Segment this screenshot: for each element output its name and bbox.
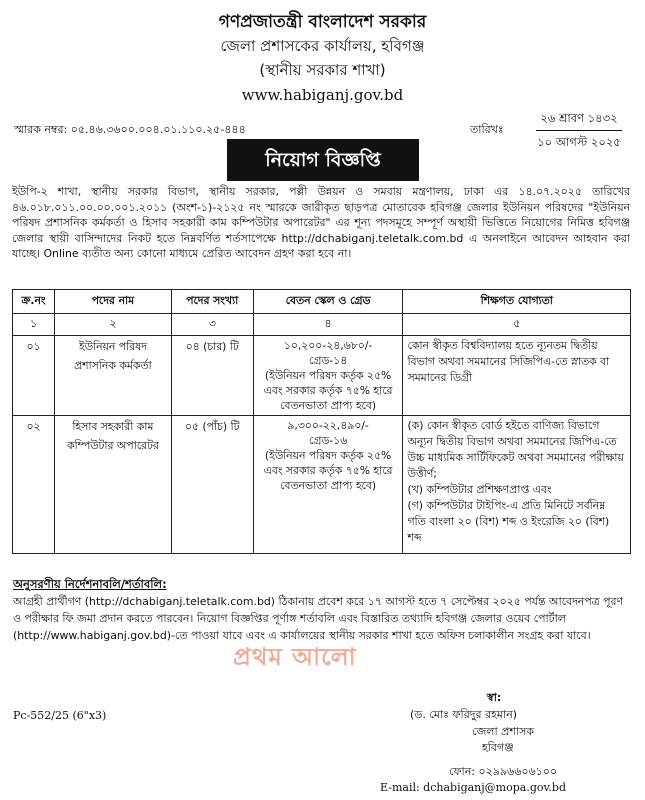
signature-mark: স্বা:: [487, 691, 502, 704]
post-count: ০৪ (চার) টি: [171, 336, 253, 416]
col-number: ৫: [403, 314, 631, 336]
watermark-text: প্রথম আলো: [233, 643, 357, 671]
col-number: ১: [13, 314, 55, 336]
table-header-row: [13, 290, 631, 314]
col-header: ক্র.নং: [13, 290, 55, 314]
govt-title: গণপ্রজাতন্ত্রী বাংলাদেশ সরকার: [218, 12, 427, 32]
col-header: বেতন স্কেল ও গ্রেড: [253, 290, 403, 314]
pay-scale: ৯,৩০০-২২,৪৯০/-: [287, 419, 369, 432]
branch-name: (স্থানীয় সরকার শাখা): [259, 61, 386, 79]
instructions-body: আগ্রহী প্রার্থীগণ (http://dchabiganj.teletalk.com.bd) ঠিকানায় প্রবেশ করে ১৭ আগস্ট হতে ৭ সেপ্টেম্বর ২০২৫ পর্যন্ত আবেদনপত্র পূরণ ও পরীক্ষার ফি জমা প্রদান করতে পারবেন। নিয়োগ বিজ্ঞপ্তির পূর্ণাঙ্গ শর্তাবলি এবং বিস্তারিত তথ্যাদি হবিগঞ্জ জেলার ওয়েব পোর্টাল (http://www.habiganj.gov.bd)-তে পাওয়া যাবে এবং এ কার্যালয়ের স্থানীয় সরকার শাখা হতে অফিস চলাকালীন সংগ্রহ করা যাবে।: [13, 595, 624, 642]
table-row: [13, 416, 631, 554]
grade: গ্রেড-১৪: [308, 354, 348, 367]
qualification-item: (খ) কম্পিউটার প্রশিক্ষণপ্রাপ্ত এবং: [407, 483, 552, 496]
posts-table: [12, 289, 631, 554]
col-header: পদের নাম: [54, 290, 171, 314]
post-name: হিসাব সহকারী কাম কম্পিউটার অপারেটর: [54, 416, 171, 554]
signatory-district: হবিগঞ্জ: [482, 741, 514, 754]
instructions-heading: অনুসরণীয় নির্দেশনাবলি/শর্তাবলি:: [13, 577, 167, 591]
intro-paragraph: ইউপি-২ শাখা, স্থানীয় সরকার বিভাগ, স্থানীয় সরকার, পল্লী উন্নয়ন ও সমবায় মন্ত্রণালয়, ঢাকা এর ১৪.০৭.২০২৫ তারিখের ৪৬.০১৮.০১১.০০.০০.০০১.২০১১ (অংশ-১)-২১২৫ নং স্মারকে জারীকৃত ছাড়পত্র মোতাবেক হবিগঞ্জ জেলার ইউনিয়ন পরিষদের "ইউনিয়ন পরিষদ প্রশাসনিক কর্মকর্তা ও হিসাব সহকারী কাম কম্পিউটার অপারেটর" এর শূন্য পদসমূহে সম্পূর্ণ অস্থায়ী ভিত্তিতে নিয়োগের নিমিত্ত হবিগঞ্জ জেলার স্থায়ী বাসিন্দাদের নিকট হতে নিম্নবর্ণিত শর্তসাপেক্ষে http://dchabiganj.teletalk.com.bd এ অনলাইনে আবেদন আহবান করা যাচ্ছে। Online ব্যতীত অন্য কোনো মাধ্যমে প্রেরিত আবেদন গ্রহণ করা হবে না।: [12, 185, 630, 260]
salary-note: (ইউনিয়ন পরিষদ কর্তৃক ২৫% এবং সরকার কর্তৃক ৭৫% হারে বেতনভাতা প্রাপ্য হবে): [263, 369, 393, 412]
qualification-item: (ক) কোন স্বীকৃত বোর্ড হইতে বাণিজ্য বিভাগে অন্যূন দ্বিতীয় বিভাগ অথবা সমমানের জিপিএ-তে উচ্চ মাধ্যমিক সার্টিফিকেট অথবা সমমানের পরীক্ষায় উত্তীর্ণ;: [407, 419, 624, 480]
qualification: কোন স্বীকৃত বিশ্ববিদ্যালয় হতে ন্যূনতম দ্বিতীয় বিভাগ অথবা সমমানের সিজিপিএ-তে স্নাতক বা সমমানের ডিগ্রী: [403, 336, 631, 416]
date-block: [536, 110, 622, 153]
salary-cell: [253, 416, 403, 554]
date-english: ১০ আগস্ট ২০২৫: [537, 135, 621, 149]
qualification-item: (গ) কম্পিউটার টাইপিং-এ প্রতি মিনিটে সর্বনিম্ন গতি বাংলা ২০ (বিশ) শব্দ ও ইংরেজি ২০ (বিশ) শব্দ: [407, 499, 610, 544]
date-label: তারিখঃ: [470, 123, 504, 136]
table-row: [13, 336, 631, 416]
serial: ০২: [13, 416, 55, 554]
notice-title: নিয়োগ বিজ্ঞপ্তি: [227, 139, 419, 181]
post-name: ইউনিয়ন পরিষদ প্রশাসনিক কর্মকর্তা: [54, 336, 171, 416]
salary-cell: [253, 336, 403, 416]
qualification: [403, 416, 631, 554]
website: www.habiganj.gov.bd: [241, 86, 404, 104]
memo-number: স্মারক নম্বর: ০৫.৪৬.৩৬০০.০০৪.০১.১১০.২৫-৪৪৪: [14, 123, 246, 136]
serial: ০১: [13, 336, 55, 416]
column-number-row: [13, 314, 631, 336]
email-address: E-mail: dchabiganj@mopa.gov.bd: [380, 781, 566, 794]
col-header: পদের সংখ্যা: [171, 290, 253, 314]
col-number: ৩: [171, 314, 253, 336]
salary-note: (ইউনিয়ন পরিষদ কর্তৃক ২৫% এবং সরকার কর্তৃক ৭৫% হারে বেতনভাতা প্রাপ্য হবে): [263, 449, 393, 492]
signatory-designation: জেলা প্রশাসক: [472, 725, 535, 738]
col-number: ২: [54, 314, 171, 336]
phone-number: ফোন: ০২৯৯৬৬০৬১০০: [449, 765, 558, 778]
date-bangla: ২৬ শ্রাবণ ১৪৩২: [536, 110, 622, 131]
office-name: জেলা প্রশাসকের কার্যালয়, হবিগঞ্জ: [220, 37, 425, 55]
pc-code: Pc-552/25 (6"x3): [13, 709, 107, 722]
signatory-name: (ড. মোঃ ফরিদুর রহমান): [410, 708, 518, 721]
grade: গ্রেড-১৬: [308, 434, 348, 447]
col-number: ৪: [253, 314, 403, 336]
col-header: শিক্ষগত যোগ্যতা: [403, 290, 631, 314]
pay-scale: ১০,২০০-২৪,৬৮০/-: [283, 339, 373, 352]
post-count: ০৫ (পাঁচ) টি: [171, 416, 253, 554]
